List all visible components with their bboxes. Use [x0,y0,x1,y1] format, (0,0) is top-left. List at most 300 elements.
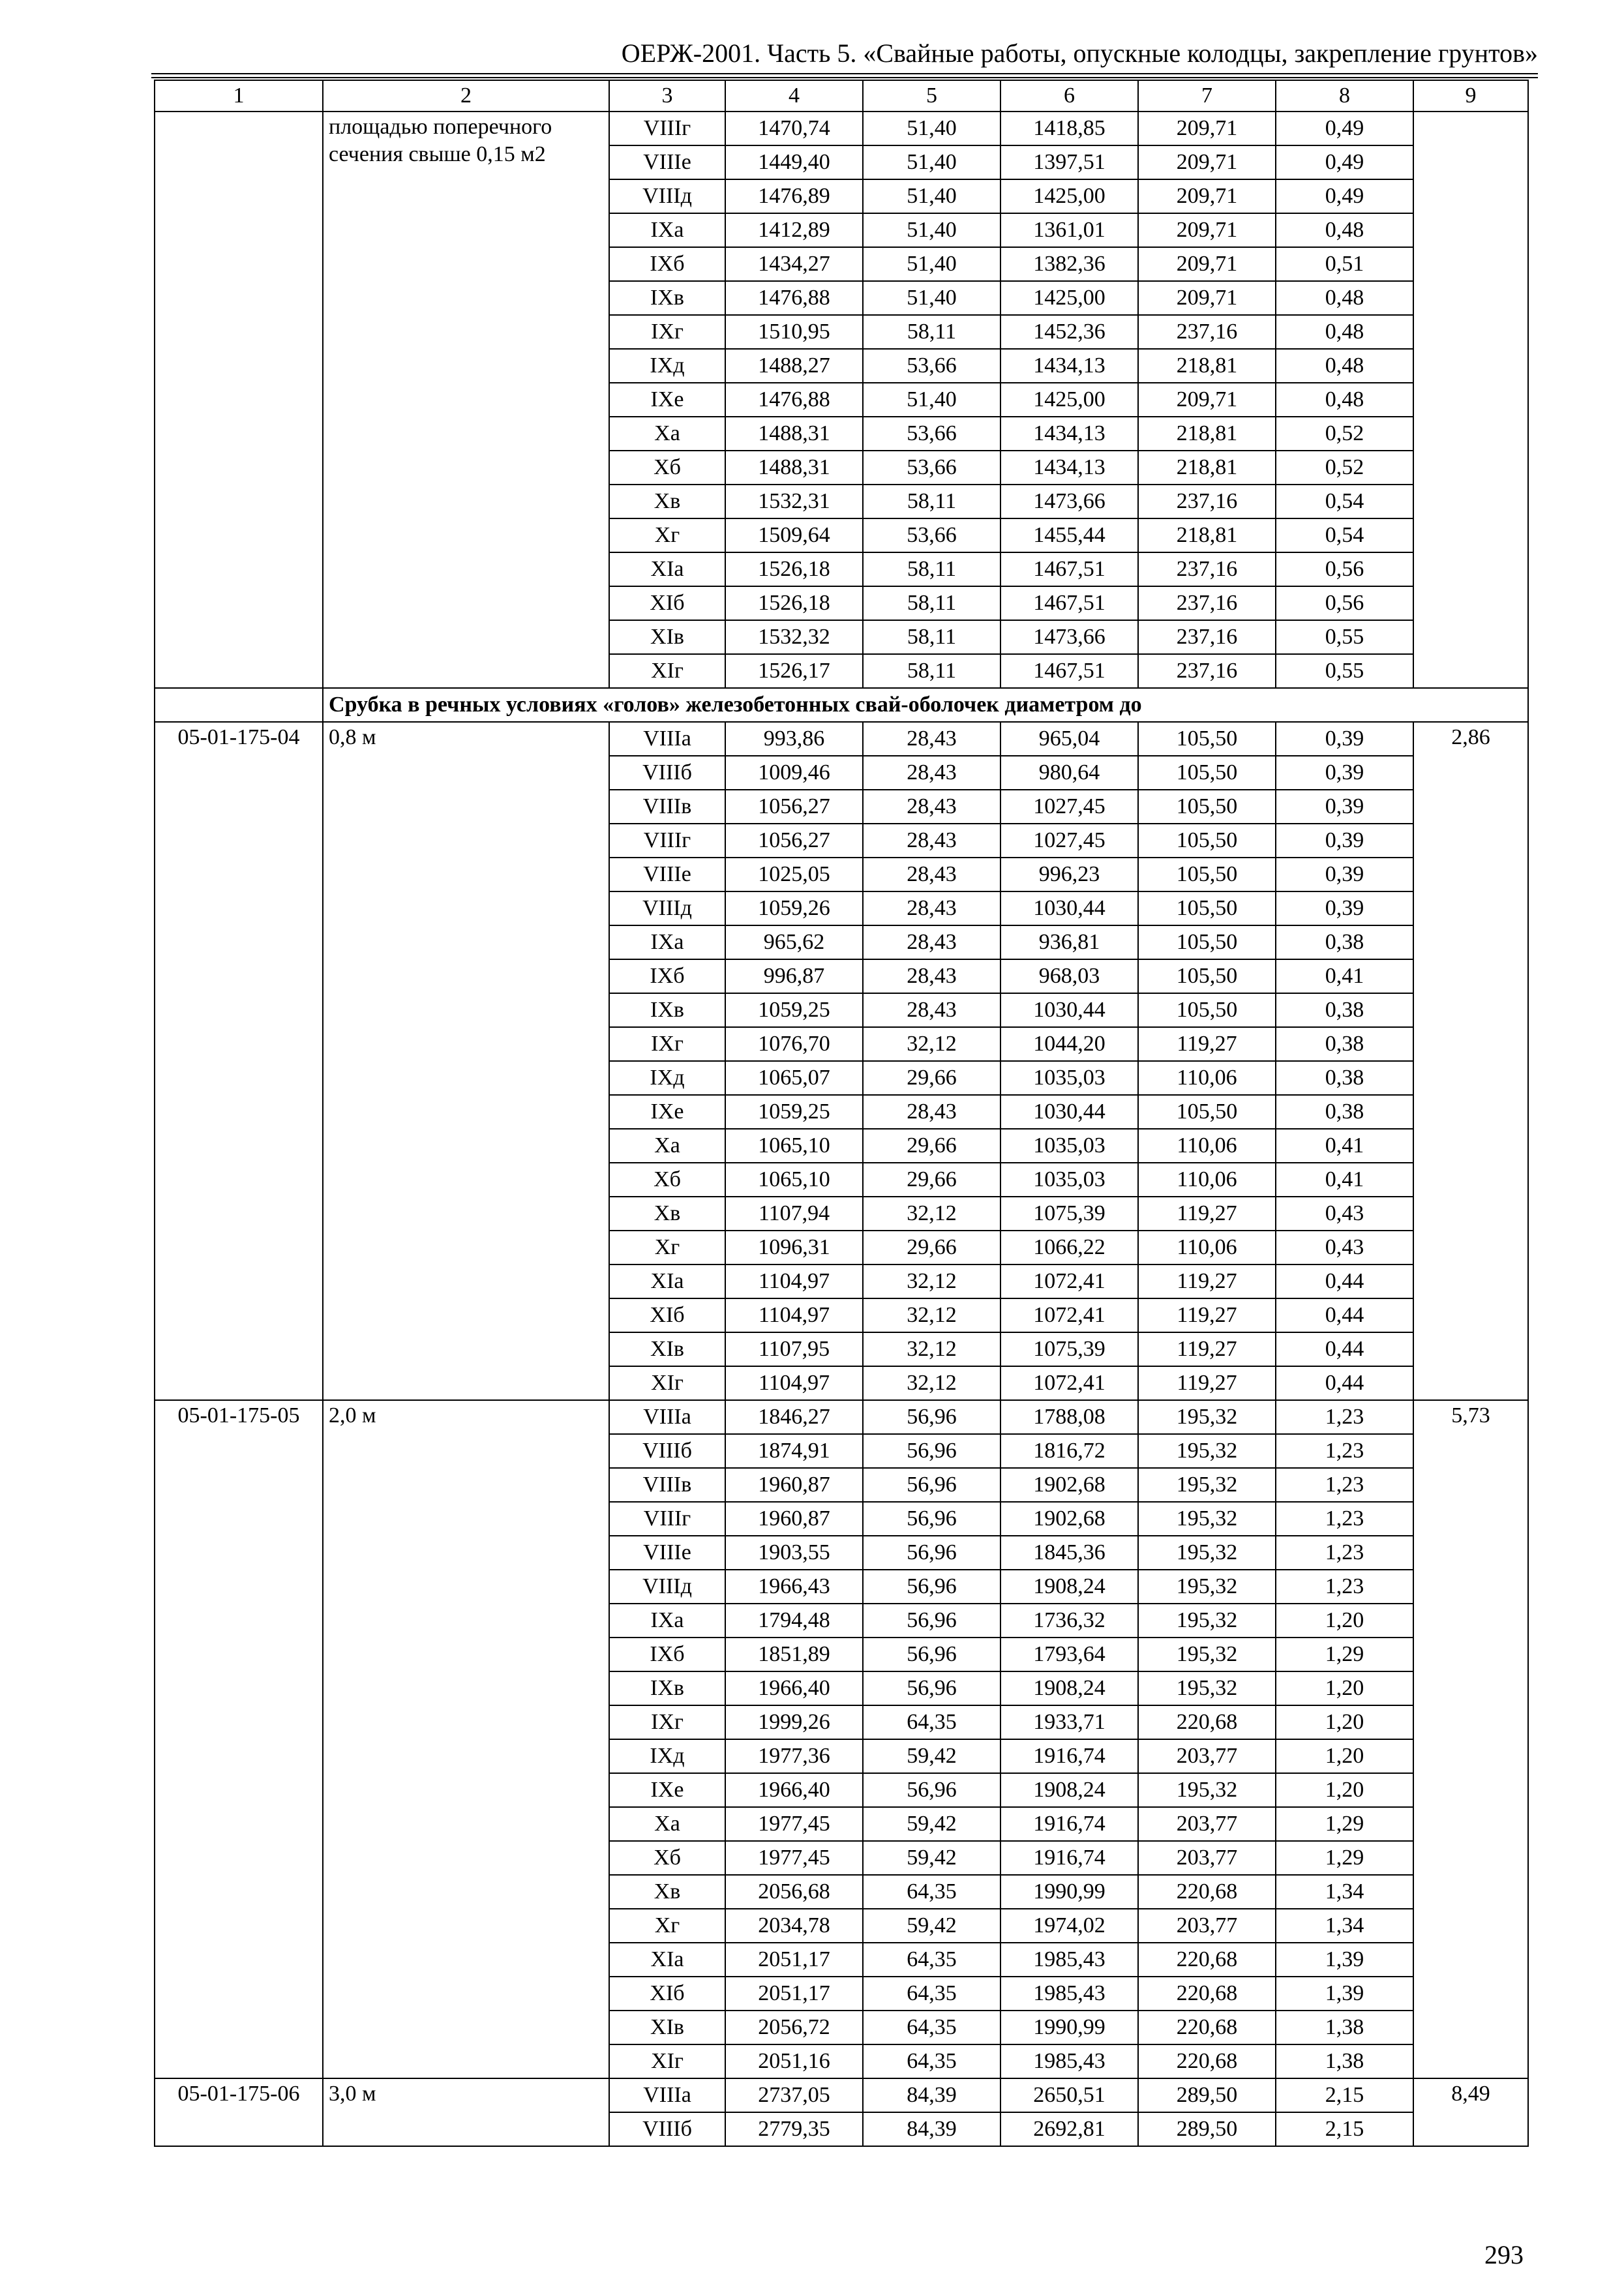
machine-costs: 1434,13 [1000,451,1138,485]
materials: 0,56 [1276,552,1413,586]
zone-code: VIIIе [609,145,725,179]
machine-costs: 1816,72 [1000,1434,1138,1468]
zone-code: Xв [609,1875,725,1909]
materials: 1,20 [1276,1671,1413,1705]
machine-costs: 1072,41 [1000,1298,1138,1332]
wages: 32,12 [863,1027,1000,1061]
materials: 0,54 [1276,518,1413,552]
labor-cost: 2,86 [1413,722,1528,1400]
labor-cost: 8,49 [1413,2078,1528,2146]
zone-code: IXе [609,1095,725,1129]
direct-costs: 1476,88 [725,383,863,417]
machine-costs: 1990,99 [1000,1875,1138,1909]
zone-code: VIIIд [609,179,725,213]
wages: 56,96 [863,1502,1000,1536]
machinist-wages: 289,50 [1138,2078,1276,2112]
machinist-wages: 203,77 [1138,1739,1276,1773]
wages: 56,96 [863,1536,1000,1570]
materials: 0,48 [1276,315,1413,349]
wages: 53,66 [863,518,1000,552]
materials: 1,23 [1276,1570,1413,1604]
rate-code [155,112,323,688]
materials: 1,23 [1276,1502,1413,1536]
rate-code: 05-01-175-05 [155,1400,323,2078]
wages: 32,12 [863,1197,1000,1231]
direct-costs: 1532,32 [725,620,863,654]
direct-costs: 1065,10 [725,1129,863,1163]
machine-costs: 1425,00 [1000,281,1138,315]
materials: 0,38 [1276,1095,1413,1129]
direct-costs: 1059,26 [725,891,863,925]
machinist-wages: 218,81 [1138,518,1276,552]
zone-code: XIб [609,1977,725,2011]
direct-costs: 1412,89 [725,213,863,247]
wages: 84,39 [863,2078,1000,2112]
rates-table [154,80,1529,2147]
direct-costs: 1104,97 [725,1264,863,1298]
zone-code: IXд [609,1739,725,1773]
direct-costs: 1076,70 [725,1027,863,1061]
machine-costs: 1434,13 [1000,417,1138,451]
machine-costs: 996,23 [1000,858,1138,891]
machinist-wages: 110,06 [1138,1231,1276,1264]
machinist-wages: 218,81 [1138,417,1276,451]
wages: 64,35 [863,2044,1000,2078]
machine-costs: 968,03 [1000,959,1138,993]
machinist-wages: 203,77 [1138,1841,1276,1875]
machinist-wages: 105,50 [1138,891,1276,925]
direct-costs: 1510,95 [725,315,863,349]
zone-code: VIIIб [609,1434,725,1468]
machinist-wages: 237,16 [1138,552,1276,586]
materials: 1,23 [1276,1434,1413,1468]
machinist-wages: 237,16 [1138,485,1276,518]
zone-code: XIа [609,1264,725,1298]
materials: 1,29 [1276,1638,1413,1671]
machinist-wages: 110,06 [1138,1129,1276,1163]
materials: 1,39 [1276,1943,1413,1977]
zone-code: VIIIе [609,858,725,891]
wages: 64,35 [863,1875,1000,1909]
wages: 28,43 [863,790,1000,824]
machinist-wages: 119,27 [1138,1197,1276,1231]
machine-costs: 1075,39 [1000,1197,1138,1231]
machinist-wages: 209,71 [1138,145,1276,179]
wages: 29,66 [863,1129,1000,1163]
machine-costs: 1908,24 [1000,1570,1138,1604]
header-rule [151,73,1538,74]
zone-code: IXг [609,315,725,349]
wages: 51,40 [863,179,1000,213]
direct-costs: 1851,89 [725,1638,863,1671]
zone-code: XIв [609,620,725,654]
wages: 51,40 [863,145,1000,179]
materials: 0,48 [1276,213,1413,247]
direct-costs: 1107,95 [725,1332,863,1366]
zone-code: IXв [609,993,725,1027]
column-number: 5 [863,80,1000,112]
zone-code: IXа [609,1604,725,1638]
column-number: 2 [323,80,609,112]
direct-costs: 1903,55 [725,1536,863,1570]
direct-costs: 1476,88 [725,281,863,315]
work-description: площадью поперечного сечения свыше 0,15 м2 [323,112,609,688]
materials: 0,41 [1276,959,1413,993]
direct-costs: 2051,17 [725,1943,863,1977]
zone-code: XIа [609,552,725,586]
column-number-row [155,80,1528,112]
machine-costs: 1027,45 [1000,790,1138,824]
direct-costs: 1470,74 [725,112,863,145]
direct-costs: 2737,05 [725,2078,863,2112]
machine-costs: 1908,24 [1000,1773,1138,1807]
machine-costs: 1916,74 [1000,1739,1138,1773]
machinist-wages: 105,50 [1138,959,1276,993]
direct-costs: 1065,10 [725,1163,863,1197]
materials: 1,20 [1276,1739,1413,1773]
wages: 64,35 [863,1943,1000,1977]
materials: 1,20 [1276,1604,1413,1638]
wages: 56,96 [863,1400,1000,1434]
zone-code: XIа [609,1943,725,1977]
wages: 32,12 [863,1264,1000,1298]
zone-code: Xг [609,518,725,552]
materials: 0,41 [1276,1129,1413,1163]
direct-costs: 1488,31 [725,417,863,451]
machine-costs: 1985,43 [1000,1943,1138,1977]
direct-costs: 1977,45 [725,1807,863,1841]
materials: 0,38 [1276,925,1413,959]
machinist-wages: 209,71 [1138,383,1276,417]
materials: 1,34 [1276,1875,1413,1909]
materials: 1,38 [1276,2011,1413,2044]
wages: 32,12 [863,1366,1000,1400]
materials: 0,39 [1276,722,1413,756]
wages: 64,35 [863,2011,1000,2044]
labor-cost: 5,73 [1413,1400,1528,2078]
materials: 0,38 [1276,1061,1413,1095]
zone-code: VIIIб [609,2112,725,2146]
machine-costs: 1418,85 [1000,112,1138,145]
machine-costs: 1425,00 [1000,383,1138,417]
direct-costs: 1977,36 [725,1739,863,1773]
wages: 28,43 [863,756,1000,790]
machinist-wages: 220,68 [1138,1977,1276,2011]
machine-costs: 1066,22 [1000,1231,1138,1264]
wages: 59,42 [863,1841,1000,1875]
materials: 0,55 [1276,654,1413,688]
wages: 58,11 [863,620,1000,654]
machine-costs: 1030,44 [1000,1095,1138,1129]
materials: 0,43 [1276,1231,1413,1264]
direct-costs: 1960,87 [725,1502,863,1536]
machinist-wages: 220,68 [1138,1875,1276,1909]
direct-costs: 996,87 [725,959,863,993]
direct-costs: 1977,45 [725,1841,863,1875]
page-number: 293 [1484,2240,1524,2269]
wages: 58,11 [863,552,1000,586]
direct-costs: 1846,27 [725,1400,863,1434]
machinist-wages: 195,32 [1138,1604,1276,1638]
materials: 1,23 [1276,1536,1413,1570]
direct-costs: 1107,94 [725,1197,863,1231]
wages: 56,96 [863,1434,1000,1468]
machinist-wages: 220,68 [1138,2011,1276,2044]
machinist-wages: 203,77 [1138,1807,1276,1841]
work-description: 0,8 м [323,722,609,1400]
direct-costs: 1526,17 [725,654,863,688]
direct-costs: 2779,35 [725,2112,863,2146]
machine-costs: 1902,68 [1000,1502,1138,1536]
wages: 28,43 [863,722,1000,756]
machine-costs: 1916,74 [1000,1841,1138,1875]
machine-costs: 1736,32 [1000,1604,1138,1638]
direct-costs: 2051,16 [725,2044,863,2078]
zone-code: VIIIб [609,756,725,790]
column-number: 8 [1276,80,1413,112]
materials: 0,39 [1276,790,1413,824]
machine-costs: 1974,02 [1000,1909,1138,1943]
machine-costs: 1467,51 [1000,586,1138,620]
wages: 28,43 [863,959,1000,993]
machine-costs: 1473,66 [1000,620,1138,654]
machine-costs: 1434,13 [1000,349,1138,383]
direct-costs: 1056,27 [725,824,863,858]
machinist-wages: 105,50 [1138,1095,1276,1129]
zone-code: VIIIа [609,2078,725,2112]
direct-costs: 1966,40 [725,1773,863,1807]
direct-costs: 1009,46 [725,756,863,790]
direct-costs: 1999,26 [725,1705,863,1739]
column-number: 6 [1000,80,1138,112]
materials: 0,39 [1276,756,1413,790]
machinist-wages: 195,32 [1138,1570,1276,1604]
direct-costs: 1874,91 [725,1434,863,1468]
zone-code: VIIIв [609,1468,725,1502]
wages: 56,96 [863,1570,1000,1604]
machinist-wages: 195,32 [1138,1502,1276,1536]
zone-code: Xа [609,1129,725,1163]
machinist-wages: 237,16 [1138,586,1276,620]
zone-code: IXд [609,1061,725,1095]
machine-costs: 1455,44 [1000,518,1138,552]
materials: 0,41 [1276,1163,1413,1197]
machinist-wages: 218,81 [1138,451,1276,485]
zone-code: XIг [609,2044,725,2078]
machine-costs: 1035,03 [1000,1129,1138,1163]
section-code-cell [155,688,323,722]
machinist-wages: 195,32 [1138,1671,1276,1705]
machine-costs: 1072,41 [1000,1366,1138,1400]
wages: 56,96 [863,1671,1000,1705]
rate-code: 05-01-175-04 [155,722,323,1400]
materials: 1,29 [1276,1807,1413,1841]
zone-code: VIIIв [609,790,725,824]
direct-costs: 1509,64 [725,518,863,552]
machine-costs: 2650,51 [1000,2078,1138,2112]
section-row [155,688,1528,722]
machine-costs: 1361,01 [1000,213,1138,247]
machinist-wages: 195,32 [1138,1400,1276,1434]
materials: 0,55 [1276,620,1413,654]
table-row [155,112,1528,145]
materials: 0,39 [1276,858,1413,891]
wages: 58,11 [863,654,1000,688]
wages: 56,96 [863,1468,1000,1502]
zone-code: VIIIд [609,891,725,925]
direct-costs: 1526,18 [725,552,863,586]
machine-costs: 936,81 [1000,925,1138,959]
wages: 28,43 [863,858,1000,891]
machine-costs: 1397,51 [1000,145,1138,179]
machinist-wages: 105,50 [1138,722,1276,756]
zone-code: IXа [609,925,725,959]
wages: 51,40 [863,112,1000,145]
column-number: 1 [155,80,323,112]
wages: 58,11 [863,315,1000,349]
machinist-wages: 119,27 [1138,1298,1276,1332]
materials: 0,48 [1276,383,1413,417]
wages: 53,66 [863,451,1000,485]
machinist-wages: 119,27 [1138,1332,1276,1366]
zone-code: XIв [609,2011,725,2044]
materials: 1,38 [1276,2044,1413,2078]
machinist-wages: 220,68 [1138,1705,1276,1739]
machine-costs: 1985,43 [1000,2044,1138,2078]
direct-costs: 965,62 [725,925,863,959]
table-row [155,1400,1528,1434]
materials: 0,44 [1276,1264,1413,1298]
wages: 56,96 [863,1638,1000,1671]
machine-costs: 1793,64 [1000,1638,1138,1671]
materials: 1,34 [1276,1909,1413,1943]
machine-costs: 1030,44 [1000,993,1138,1027]
zone-code: VIIIд [609,1570,725,1604]
zone-code: XIб [609,1298,725,1332]
zone-code: VIIIг [609,112,725,145]
zone-code: VIIIе [609,1536,725,1570]
wages: 29,66 [863,1061,1000,1095]
column-number: 4 [725,80,863,112]
zone-code: Xв [609,485,725,518]
machinist-wages: 105,50 [1138,790,1276,824]
zone-code: IXа [609,213,725,247]
zone-code: IXе [609,383,725,417]
wages: 51,40 [863,383,1000,417]
wages: 28,43 [863,993,1000,1027]
column-number: 9 [1413,80,1528,112]
materials: 0,44 [1276,1366,1413,1400]
machine-costs: 1845,36 [1000,1536,1138,1570]
rate-code: 05-01-175-06 [155,2078,323,2146]
direct-costs: 1794,48 [725,1604,863,1638]
column-number: 7 [1138,80,1276,112]
machinist-wages: 195,32 [1138,1638,1276,1671]
machine-costs: 1467,51 [1000,552,1138,586]
materials: 0,39 [1276,824,1413,858]
zone-code: IXв [609,281,725,315]
wages: 59,42 [863,1807,1000,1841]
machine-costs: 1902,68 [1000,1468,1138,1502]
machinist-wages: 195,32 [1138,1536,1276,1570]
zone-code: VIIIг [609,1502,725,1536]
machinist-wages: 195,32 [1138,1434,1276,1468]
materials: 0,54 [1276,485,1413,518]
direct-costs: 1104,97 [725,1298,863,1332]
table-row [155,2078,1528,2112]
machinist-wages: 209,71 [1138,179,1276,213]
machine-costs: 1990,99 [1000,2011,1138,2044]
direct-costs: 1104,97 [725,1366,863,1400]
machinist-wages: 119,27 [1138,1027,1276,1061]
zone-code: Xа [609,417,725,451]
header-rule [151,77,1538,78]
machinist-wages: 209,71 [1138,213,1276,247]
machinist-wages: 119,27 [1138,1264,1276,1298]
column-number: 3 [609,80,725,112]
direct-costs: 1960,87 [725,1468,863,1502]
machine-costs: 1452,36 [1000,315,1138,349]
wages: 28,43 [863,925,1000,959]
machinist-wages: 209,71 [1138,281,1276,315]
direct-costs: 1476,89 [725,179,863,213]
direct-costs: 2056,72 [725,2011,863,2044]
wages: 29,66 [863,1163,1000,1197]
materials: 0,38 [1276,1027,1413,1061]
zone-code: XIг [609,654,725,688]
wages: 32,12 [863,1298,1000,1332]
zone-code: VIIIа [609,1400,725,1434]
materials: 0,49 [1276,145,1413,179]
machinist-wages: 105,50 [1138,925,1276,959]
wages: 84,39 [863,2112,1000,2146]
machinist-wages: 105,50 [1138,756,1276,790]
machine-costs: 1985,43 [1000,1977,1138,2011]
direct-costs: 1966,40 [725,1671,863,1705]
machine-costs: 2692,81 [1000,2112,1138,2146]
zone-code: IXб [609,1638,725,1671]
direct-costs: 1059,25 [725,993,863,1027]
zone-code: Xб [609,1163,725,1197]
zone-code: IXд [609,349,725,383]
materials: 0,39 [1276,891,1413,925]
zone-code: IXб [609,247,725,281]
materials: 0,48 [1276,349,1413,383]
direct-costs: 1532,31 [725,485,863,518]
machine-costs: 1473,66 [1000,485,1138,518]
wages: 29,66 [863,1231,1000,1264]
zone-code: IXв [609,1671,725,1705]
machine-costs: 1035,03 [1000,1061,1138,1095]
wages: 58,11 [863,586,1000,620]
zone-code: XIв [609,1332,725,1366]
zone-code: IXе [609,1773,725,1807]
direct-costs: 1966,43 [725,1570,863,1604]
direct-costs: 1059,25 [725,1095,863,1129]
zone-code: Xа [609,1807,725,1841]
zone-code: VIIIг [609,824,725,858]
machinist-wages: 237,16 [1138,654,1276,688]
machinist-wages: 195,32 [1138,1773,1276,1807]
zone-code: Xб [609,451,725,485]
machinist-wages: 105,50 [1138,824,1276,858]
wages: 51,40 [863,213,1000,247]
wages: 56,96 [863,1604,1000,1638]
machinist-wages: 209,71 [1138,247,1276,281]
wages: 53,66 [863,349,1000,383]
section-title: Срубка в речных условиях «голов» железобетонных свай-оболочек диаметром до [323,688,1528,722]
direct-costs: 1488,31 [725,451,863,485]
